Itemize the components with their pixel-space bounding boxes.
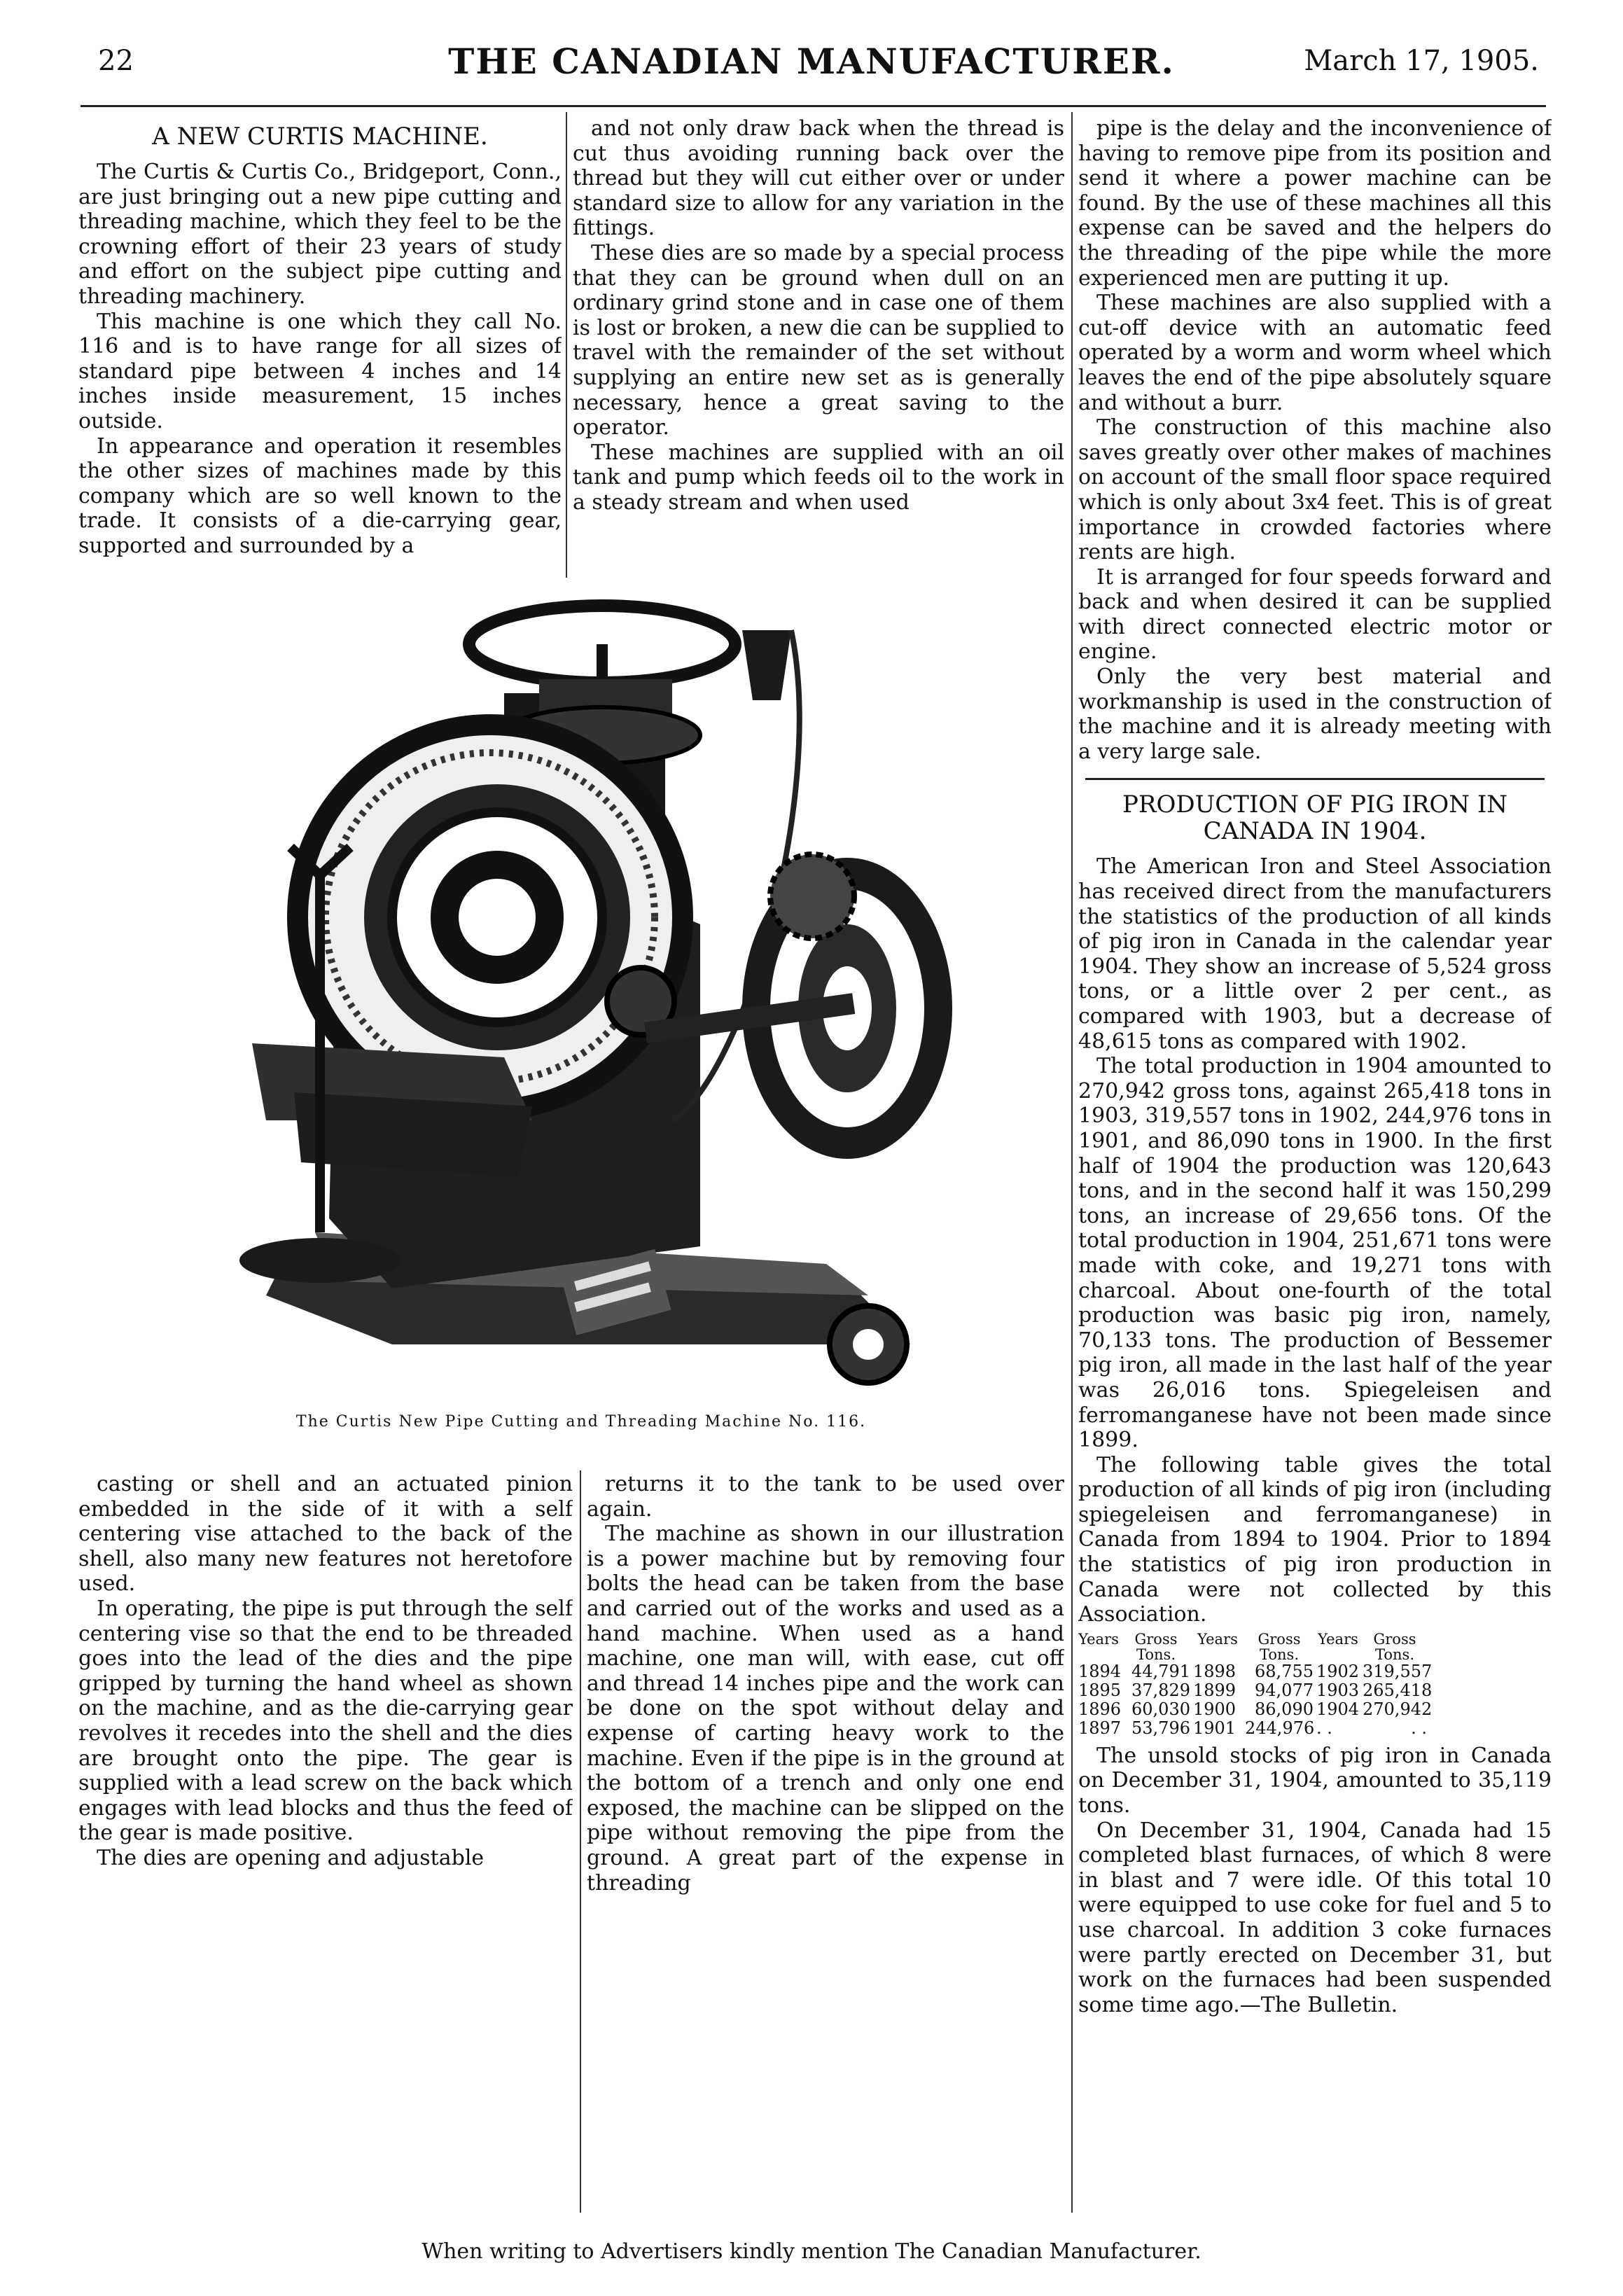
table-cell: 1901 xyxy=(1193,1718,1237,1738)
table-cell: 94,077 xyxy=(1255,1680,1314,1700)
table-cell: . . xyxy=(1411,1718,1427,1738)
table-cell: 1897 xyxy=(1078,1718,1122,1738)
paragraph: The machine as shown in our illustration is a power machine but by removing four bolts the head can be taken from the base and carried out of the works and used as a hand machine. When used as a hand machine, one man will, with ease, cut off and thread 14 inches pipe and the work can be done on the spot without delay and expense of carting heavy work to the machine. Even if the pipe is in the ground at the bottom of a trench and only one end exposed, the machine can be slipped on the pipe without removing the pipe from the ground. A great part of the expense in threading xyxy=(587,1522,1064,1895)
table-cell: 44,791 xyxy=(1131,1661,1190,1681)
table-cell: 1904 xyxy=(1316,1699,1360,1719)
figure-caption: The Curtis New Pipe Cutting and Threading Machine No. 116. xyxy=(295,1413,867,1431)
paragraph: Only the very best material and workmanship is used in the construction of the machine and it is already meeting with a very large sale. xyxy=(1078,665,1552,764)
column-rule xyxy=(580,1470,581,2213)
paragraph: These dies are so made by a special process that they can be ground when dull on an ordinary grind stone and in case one of them is lost or broken, a new die can be supplied to travel with the remainder of the set without supplying an entire new set as is generally necessary, hence a great saving to the operator. xyxy=(573,240,1064,440)
table-cell: 319,557 xyxy=(1363,1661,1433,1681)
paragraph: and not only draw back when the thread is cut thus avoiding running back over the thread but they will cut either over or under standard size to allow for any variation in the fittings. xyxy=(573,116,1064,241)
paragraph: It is arranged for four speeds forward and back and when desired it can be supplied with direct connected electric motor or engine. xyxy=(1078,564,1552,665)
paragraph: pipe is the delay and the inconvenience of having to remove pipe from its position and send it where a power machine can be found. By the use of these machines all this expense can be saved and the helpers do the threading of the pipe while the more experienced men are putting it up. xyxy=(1078,116,1552,291)
paragraph: The unsold stocks of pig iron in Canada on December 31, 1904, amounted to 35,119 tons. xyxy=(1078,1743,1552,1818)
page-header xyxy=(70,41,1553,90)
table-cell: . . xyxy=(1316,1718,1332,1738)
table-header: Gross Tons. xyxy=(1258,1630,1301,1663)
table-header: Years xyxy=(1197,1630,1238,1648)
paragraph: The following table gives the total production of all kinds of pig iron (including spiegeleisen and ferromanganese) in Canada from 1894 to 1904. Prior to 1894 the statistics of pig iron production in Canada were not collected by this Association. xyxy=(1078,1452,1552,1627)
article-title: A NEW CURTIS MACHINE. xyxy=(152,123,488,151)
column-rule xyxy=(1071,112,1073,2213)
issue-date: March 17, 1905. xyxy=(1304,45,1539,77)
table-header: Years xyxy=(1318,1630,1358,1648)
machine-illustration xyxy=(210,588,1036,1400)
table-cell: 1894 xyxy=(1078,1661,1122,1681)
table-header: Gross Tons. xyxy=(1373,1630,1416,1663)
paragraph: The American Iron and Steel Association has received direct from the manufacturers the statistics of the production of all kinds of pig iron in Canada in the calendar year 1904. They show an increase of 5,524 gross tons, or a little over 2 per cent., as compared with 1903, but a decrease of 48,615 tons as compared with 1902. xyxy=(1078,854,1552,1054)
paragraph: returns it to the tank to be used over again. xyxy=(587,1472,1064,1522)
paragraph: casting or shell and an actuated pinion embedded in the side of it with a self centering vise attached to the back of the shell, also many new features not heretofore used. xyxy=(78,1472,573,1596)
article-column xyxy=(1078,116,1552,2217)
paragraph: This machine is one which they call No. 116 and is to have range for all sizes of standard pipe between 4 inches and 14 inches inside measurement, 15 inches outside. xyxy=(78,309,562,433)
header-rule xyxy=(81,105,1546,107)
table-cell: 244,976 xyxy=(1245,1718,1315,1738)
article-column xyxy=(573,116,1064,585)
article-column xyxy=(78,1472,573,2214)
table-cell: 1895 xyxy=(1078,1680,1122,1700)
page-number: 22 xyxy=(98,45,134,77)
table-cell: 60,030 xyxy=(1131,1699,1190,1719)
article-column xyxy=(587,1472,1064,2214)
article-separator xyxy=(1085,778,1545,780)
article-column xyxy=(78,120,562,583)
paragraph: These machines are also supplied with a cut-off device with an automatic feed operated by a worm and worm wheel which leaves the end of the pipe absolutely square and without a burr. xyxy=(1078,291,1552,415)
table-header: Years xyxy=(1078,1630,1119,1648)
table-cell: 1898 xyxy=(1193,1661,1237,1681)
paragraph: On December 31, 1904, Canada had 15 completed blast furnaces, of which 8 were in blast and 7 were idle. Of this total 10 were equipped to use coke for fuel and 5 to use charcoal. In addition 3 coke furnaces were partly erected on December 31, but work on the furnaces had been suspended some time ago.—The Bulletin. xyxy=(1078,1818,1552,2017)
paragraph: In operating, the pipe is put through the self centering vise so that the end to be threaded goes into the lead of the dies and the pipe gripped by turning the hand wheel as shown on the machine, and as the die-carrying gear revolves it recedes into the shell and the dies are brought onto the pipe. The gear is supplied with a lead screw on the back which engages with lead blocks and thus the feed of the gear is made positive. xyxy=(78,1596,573,1846)
footer-notice: When writing to Advertisers kindly mention The Canadian Manufacturer. xyxy=(422,2239,1201,2264)
table-cell: 53,796 xyxy=(1131,1718,1190,1738)
table-cell: 1900 xyxy=(1193,1699,1237,1719)
column-rule xyxy=(566,112,567,578)
table-cell: 270,942 xyxy=(1363,1699,1433,1719)
table-cell: 1896 xyxy=(1078,1699,1122,1719)
table-cell: 265,418 xyxy=(1363,1680,1433,1700)
paragraph: The dies are opening and adjustable xyxy=(97,1845,485,1870)
paragraph: In appearance and operation it resembles the other sizes of machines made by this company which are so well known to the trade. It consists of a die-carrying gear, supported and surrounded by a xyxy=(78,433,562,558)
table-cell: 37,829 xyxy=(1131,1680,1190,1700)
article-title: PRODUCTION OF PIG IRON IN CANADA IN 1904. xyxy=(1122,791,1507,846)
journal-title: THE CANADIAN MANUFACTURER. xyxy=(448,41,1175,82)
table-cell: 1902 xyxy=(1316,1661,1360,1681)
table-cell: 1903 xyxy=(1316,1680,1360,1700)
table-cell: 86,090 xyxy=(1255,1699,1314,1719)
paragraph: These machines are supplied with an oil tank and pump which feeds oil to the work in a steady stream and when used xyxy=(573,440,1064,515)
paragraph: The construction of this machine also saves greatly over other makes of machines on account of the small floor space required which is only about 3x4 feet. This is of great importance in crowded factories where rents are high. xyxy=(1078,415,1552,565)
table-header: Gross Tons. xyxy=(1134,1630,1178,1663)
paragraph: The total production in 1904 amounted to 270,942 gross tons, against 265,418 tons in 1903, 319,557 tons in 1902, 244,976 tons in 1901, and 86,090 tons in 1900. In the first half of 1904 the production was 120,643 tons, and in the second half it was 150,299 tons, an increase of 29,656 tons. Of the total production in 1904, 251,671 tons were made with coke, and 19,271 tons with charcoal. About one-fourth of the total production was basic pig iron, namely, 70,133 tons. The production of Bessemer pig iron, all made in the last half of the year was 26,016 tons. Spiegeleisen and ferromanganese have not been made since 1899. xyxy=(1078,1054,1552,1453)
paragraph: The Curtis & Curtis Co., Bridgeport, Conn., are just bringing out a new pipe cutting and threading machine, which they feel to be the crowning effort of their 23 years of study and effort on the subject pipe cutting and threading machinery. xyxy=(78,160,562,309)
table-cell: 1899 xyxy=(1193,1680,1237,1700)
pig-iron-table xyxy=(1078,1631,1552,1738)
table-cell: 68,755 xyxy=(1255,1661,1314,1681)
